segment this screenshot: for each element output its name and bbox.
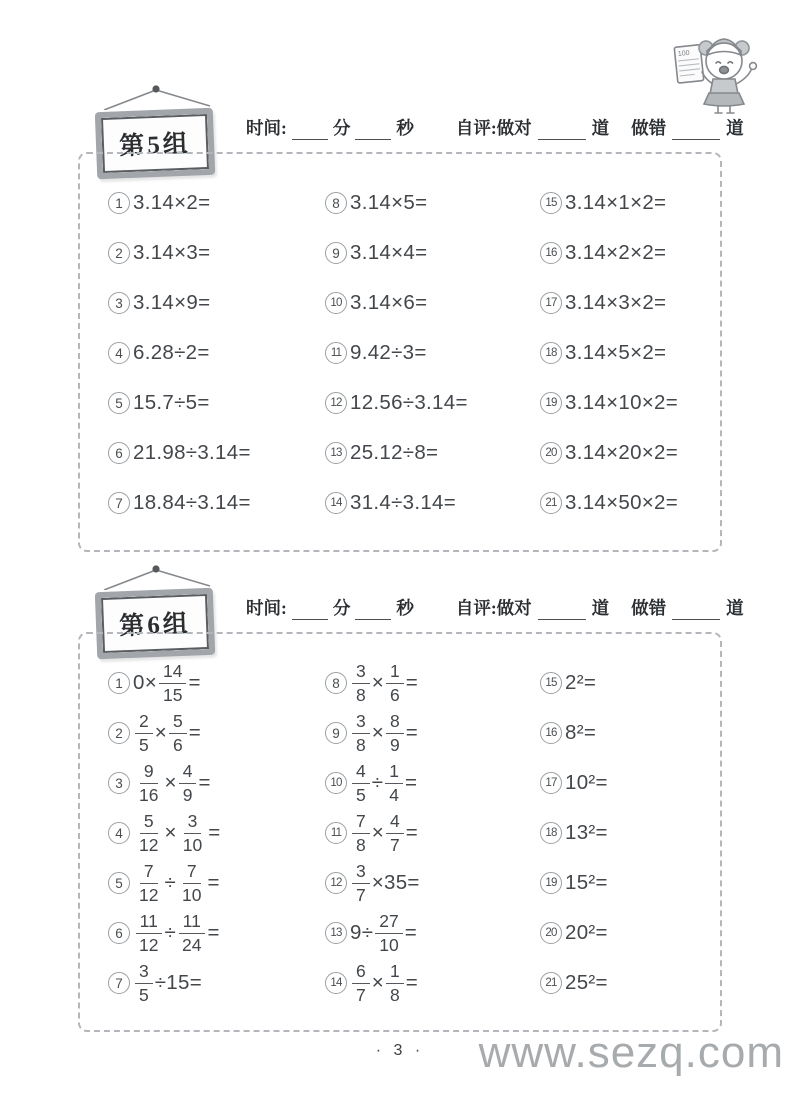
- problem: [108, 958, 325, 1008]
- problem-number-circle: 21: [540, 492, 562, 514]
- fraction-denominator: 7: [356, 985, 366, 1005]
- problem-number-circle: 15: [540, 192, 562, 214]
- paper-score-text: 100: [677, 49, 690, 58]
- problem: [108, 378, 325, 428]
- expression-text: 3.14×3=: [133, 241, 211, 264]
- expression-text: =: [405, 771, 418, 794]
- expression-text: ×: [164, 821, 177, 844]
- fraction-denominator: 5: [139, 985, 149, 1005]
- problem: [108, 808, 325, 858]
- fraction: [135, 812, 162, 855]
- expression-text: 25²=: [565, 971, 608, 994]
- problem-number-circle: 4: [108, 822, 130, 844]
- expression-text: 15.7÷5=: [133, 391, 210, 414]
- expression-text: 3.14×4=: [350, 241, 428, 264]
- fraction-denominator: 12: [139, 835, 159, 855]
- expression-text: ×: [164, 771, 177, 794]
- problem-number-circle: 14: [325, 972, 347, 994]
- problem-number-circle: 10: [325, 772, 347, 794]
- problem-number-circle: 17: [540, 292, 562, 314]
- fraction: [385, 762, 403, 805]
- fraction: [179, 762, 197, 805]
- wrong-label: 做错: [631, 598, 667, 618]
- problem: [325, 228, 540, 278]
- problem: [108, 708, 325, 758]
- fraction-numerator: 27: [375, 912, 402, 934]
- expression-text: 8²=: [565, 721, 597, 744]
- problem-number-circle: 2: [108, 242, 130, 264]
- fraction: [178, 862, 205, 905]
- fraction-denominator: 24: [182, 935, 202, 955]
- blank-minutes: [292, 120, 328, 140]
- expression-text: =: [207, 921, 220, 944]
- problem-number-circle: 7: [108, 972, 130, 994]
- problem: [540, 378, 706, 428]
- problem: [108, 658, 325, 708]
- problem: [325, 958, 540, 1008]
- expression-text: 3.14×5=: [350, 191, 428, 214]
- fraction: [178, 912, 205, 955]
- expression-text: =: [188, 671, 201, 694]
- skirt: [704, 93, 744, 106]
- fraction-denominator: 5: [356, 785, 366, 805]
- problem-number-circle: 3: [108, 292, 130, 314]
- fraction-numerator: 1: [386, 662, 404, 684]
- fraction: [352, 762, 370, 805]
- expression-text: ×: [371, 721, 385, 744]
- fraction-numerator: 9: [140, 762, 158, 784]
- wrong-label: 做错: [631, 118, 667, 138]
- fraction-numerator: 4: [352, 762, 370, 784]
- blank-seconds: [355, 120, 391, 140]
- problem: [325, 328, 540, 378]
- problem-number-circle: 5: [108, 872, 130, 894]
- self-eval-label: 自评:做对: [455, 598, 532, 618]
- fraction: [386, 662, 404, 705]
- problem-number-circle: 11: [325, 822, 347, 844]
- problem: [540, 178, 706, 228]
- fraction-denominator: 7: [356, 885, 366, 905]
- problem-number-circle: 9: [325, 722, 347, 744]
- problem-number-circle: 2: [108, 722, 130, 744]
- expression-text: 21.98÷3.14=: [133, 441, 251, 464]
- fraction: [352, 662, 370, 705]
- problem-number-circle: 20: [540, 442, 562, 464]
- fraction-numerator: 3: [352, 712, 370, 734]
- expression-text: 3.14×6=: [350, 291, 428, 314]
- problem: [540, 428, 706, 478]
- sweater: [710, 79, 738, 94]
- fraction-numerator: 3: [352, 862, 370, 884]
- fraction: [386, 812, 404, 855]
- fraction: [352, 962, 370, 1005]
- self-eval-label: 自评:做对: [455, 118, 532, 138]
- expression-text: 2²=: [565, 671, 597, 694]
- fraction-denominator: 8: [356, 685, 366, 705]
- problem-number-circle: 16: [540, 242, 562, 264]
- expression-text: 3.14×3×2=: [565, 291, 667, 314]
- problem-number-circle: 6: [108, 442, 130, 464]
- fraction-numerator: 1: [386, 962, 404, 984]
- blank-correct-count: [538, 120, 586, 140]
- expression-text: 3.14×20×2=: [565, 441, 679, 464]
- problem-number-circle: 10: [325, 292, 347, 314]
- blank-minutes: [292, 600, 328, 620]
- expression-text: ×: [154, 721, 168, 744]
- expression-text: =: [404, 921, 418, 944]
- blank-wrong-count: [672, 120, 720, 140]
- problem-number-circle: 13: [325, 442, 347, 464]
- fraction: [169, 712, 187, 755]
- problem: [325, 808, 540, 858]
- problem: [108, 428, 325, 478]
- problem-number-circle: 12: [325, 872, 347, 894]
- problem: [108, 228, 325, 278]
- problem-number-circle: 17: [540, 772, 562, 794]
- expression-text: ÷15=: [154, 971, 202, 994]
- expression-text: 3.14×5×2=: [565, 341, 667, 364]
- expression-text: ×35=: [371, 871, 420, 894]
- expression-text: 3.14×50×2=: [565, 491, 679, 514]
- fraction-numerator: 14: [159, 662, 186, 684]
- fraction: [135, 962, 153, 1005]
- problem: [540, 758, 706, 808]
- sign-hanger-icon: [94, 564, 222, 590]
- problem-number-circle: 19: [540, 872, 562, 894]
- problem: [540, 228, 706, 278]
- problem: [325, 178, 540, 228]
- problem: [325, 378, 540, 428]
- fraction-denominator: 9: [390, 735, 400, 755]
- mascot-girl-illustration: [660, 22, 780, 117]
- second-label: 秒: [396, 118, 414, 138]
- expression-text: =: [208, 821, 221, 844]
- problem-number-circle: 1: [108, 192, 130, 214]
- fraction-numerator: 3: [135, 962, 153, 984]
- pin-icon: [152, 565, 159, 572]
- expression-text: 12.56÷3.14=: [350, 391, 468, 414]
- time-label: 时间:: [246, 598, 287, 618]
- fraction-denominator: 8: [356, 735, 366, 755]
- problem-number-circle: 1: [108, 672, 130, 694]
- fraction-denominator: 6: [390, 685, 400, 705]
- fraction-numerator: 5: [140, 812, 158, 834]
- expression-text: 10²=: [565, 771, 608, 794]
- expression-text: 6.28÷2=: [133, 341, 210, 364]
- fraction-numerator: 8: [386, 712, 404, 734]
- fraction-numerator: 3: [352, 662, 370, 684]
- fraction-numerator: 7: [140, 862, 158, 884]
- open-mouth: [720, 66, 729, 73]
- wrong-unit-label: 道: [726, 598, 744, 618]
- problem: [540, 808, 706, 858]
- fraction: [375, 912, 402, 955]
- group-title: 第6组: [118, 610, 192, 641]
- problem-number-circle: 11: [325, 342, 347, 364]
- problem-number-circle: 18: [540, 342, 562, 364]
- problem-number-circle: 20: [540, 922, 562, 944]
- problem: [540, 858, 706, 908]
- page-number: · 3 ·: [375, 1042, 425, 1059]
- fraction-denominator: 16: [139, 785, 159, 805]
- fraction: [179, 812, 206, 855]
- expression-text: 3.14×2×2=: [565, 241, 667, 264]
- group-title: 第5组: [118, 130, 192, 161]
- fraction-denominator: 10: [379, 935, 399, 955]
- expression-text: 31.4÷3.14=: [350, 491, 457, 514]
- problem-number-circle: 14: [325, 492, 347, 514]
- problem-number-circle: 18: [540, 822, 562, 844]
- fraction-denominator: 6: [173, 735, 183, 755]
- fraction-numerator: 7: [352, 812, 370, 834]
- expression-text: ÷: [164, 921, 177, 944]
- problem: [108, 858, 325, 908]
- problem-number-circle: 8: [325, 192, 347, 214]
- fraction-denominator: 10: [182, 885, 202, 905]
- expression-text: ×: [371, 671, 385, 694]
- problem: [108, 178, 325, 228]
- blank-correct-count: [538, 600, 586, 620]
- correct-unit-label: 道: [591, 598, 610, 618]
- expression-text: =: [207, 871, 220, 894]
- problem: [108, 278, 325, 328]
- problem: [540, 328, 706, 378]
- fraction-numerator: 11: [136, 912, 162, 934]
- fraction: [352, 862, 370, 905]
- problem-number-circle: 16: [540, 722, 562, 744]
- fraction-numerator: 5: [169, 712, 187, 734]
- problem: [108, 908, 325, 958]
- problem-number-circle: 8: [325, 672, 347, 694]
- expression-text: 0×: [133, 671, 157, 694]
- problem-number-circle: 13: [325, 922, 347, 944]
- minute-label: 分: [332, 118, 351, 138]
- fraction: [135, 712, 153, 755]
- wrong-unit-label: 道: [726, 118, 744, 138]
- expression-text: 3.14×9=: [133, 291, 211, 314]
- fraction-numerator: 1: [385, 762, 403, 784]
- group-header: [246, 592, 744, 620]
- fraction-denominator: 15: [162, 685, 183, 705]
- expression-text: =: [405, 971, 419, 994]
- problem: [325, 908, 540, 958]
- fraction: [352, 712, 370, 755]
- problem: [540, 658, 706, 708]
- expression-text: 15²=: [565, 871, 608, 894]
- problem-number-circle: 12: [325, 392, 347, 414]
- expression-text: 3.14×1×2=: [565, 191, 667, 214]
- problem: [325, 858, 540, 908]
- fraction: [352, 812, 370, 855]
- blank-seconds: [355, 600, 391, 620]
- fraction-denominator: 4: [389, 785, 400, 805]
- group-header: [246, 112, 744, 140]
- problem-box: [78, 632, 722, 1032]
- problem-number-circle: 19: [540, 392, 562, 414]
- fraction-denominator: 8: [390, 985, 400, 1005]
- expression-text: 9.42÷3=: [350, 341, 427, 364]
- expression-text: ×: [371, 821, 385, 844]
- problem-number-circle: 3: [108, 772, 130, 794]
- fraction-denominator: 10: [182, 835, 203, 855]
- fraction: [135, 762, 162, 805]
- minute-label: 分: [332, 598, 351, 618]
- watermark: www.sezq.com: [478, 1028, 784, 1077]
- expression-text: 9÷: [350, 921, 374, 944]
- problem-box: [78, 152, 722, 552]
- fraction-denominator: 5: [139, 735, 149, 755]
- expression-text: =: [188, 721, 202, 744]
- expression-text: 25.12÷8=: [350, 441, 439, 464]
- fraction: [386, 962, 404, 1005]
- expression-text: =: [405, 721, 419, 744]
- fraction-numerator: 4: [179, 762, 197, 784]
- problem: [325, 278, 540, 328]
- fraction-numerator: 11: [179, 912, 205, 934]
- problem: [540, 278, 706, 328]
- expression-text: ÷: [371, 771, 384, 794]
- expression-text: 18.84÷3.14=: [133, 491, 251, 514]
- expression-text: ×: [371, 971, 385, 994]
- sign-hanger-icon: [94, 84, 222, 110]
- fraction: [159, 662, 186, 705]
- fraction-numerator: 4: [386, 812, 404, 834]
- blank-wrong-count: [672, 600, 720, 620]
- fraction-denominator: 9: [182, 785, 193, 805]
- problem: [325, 708, 540, 758]
- problem-number-circle: 6: [108, 922, 130, 944]
- problem: [325, 658, 540, 708]
- problem-number-circle: 9: [325, 242, 347, 264]
- expression-text: =: [405, 821, 419, 844]
- expression-text: =: [198, 771, 211, 794]
- second-label: 秒: [396, 598, 414, 618]
- problem: [325, 758, 540, 808]
- fraction: [135, 862, 162, 905]
- problem: [325, 478, 540, 528]
- problem-number-circle: 5: [108, 392, 130, 414]
- fraction: [386, 712, 404, 755]
- problem-number-circle: 21: [540, 972, 562, 994]
- time-label: 时间:: [246, 118, 287, 138]
- expression-text: 20²=: [565, 921, 608, 944]
- fraction: [135, 912, 162, 955]
- fraction-numerator: 7: [183, 862, 201, 884]
- problem: [108, 758, 325, 808]
- problem: [325, 428, 540, 478]
- fraction-denominator: 12: [139, 935, 159, 955]
- expression-text: 3.14×10×2=: [565, 391, 679, 414]
- fraction-numerator: 6: [352, 962, 370, 984]
- problem-grid: [80, 634, 720, 1030]
- expression-text: 13²=: [565, 821, 608, 844]
- problem-number-circle: 15: [540, 672, 562, 694]
- problem-number-circle: 4: [108, 342, 130, 364]
- fraction-denominator: 12: [139, 885, 159, 905]
- expression-text: 3.14×2=: [133, 191, 211, 214]
- problem: [540, 958, 706, 1008]
- fraction-numerator: 2: [135, 712, 153, 734]
- pin-icon: [152, 85, 159, 92]
- expression-text: =: [405, 671, 419, 694]
- problem-grid: [80, 154, 720, 550]
- expression-text: ÷: [164, 871, 177, 894]
- fraction-denominator: 7: [390, 835, 400, 855]
- correct-unit-label: 道: [591, 118, 610, 138]
- problem: [540, 908, 706, 958]
- problem-number-circle: 7: [108, 492, 130, 514]
- problem: [540, 708, 706, 758]
- fraction-denominator: 8: [356, 835, 366, 855]
- fraction-numerator: 3: [184, 812, 202, 834]
- problem: [108, 328, 325, 378]
- problem: [108, 478, 325, 528]
- problem: [540, 478, 706, 528]
